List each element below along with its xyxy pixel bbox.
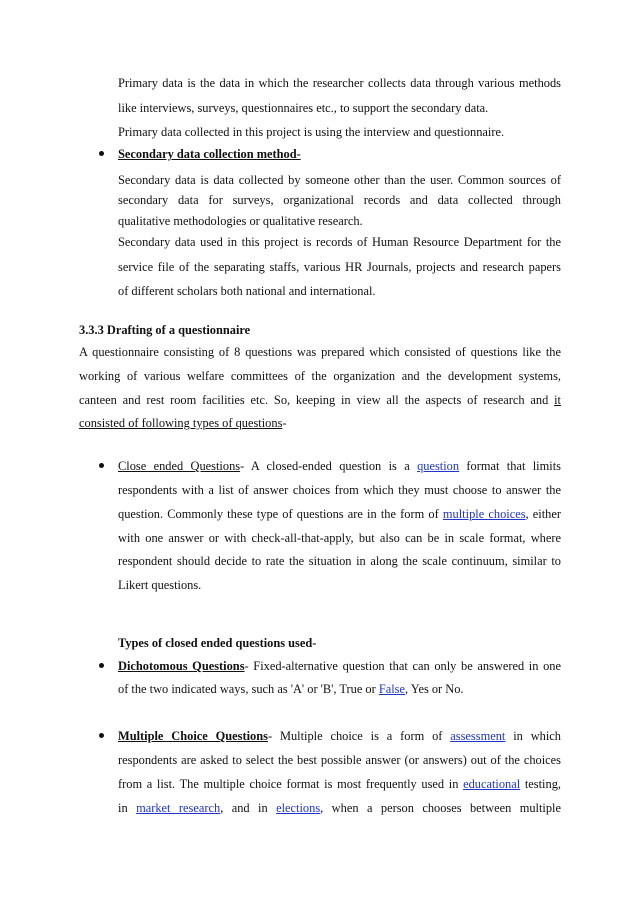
dichotomous-text: - Fixed-alternative question that can only be answered in one — [244, 659, 561, 673]
dichotomous-term: Dichotomous Questions — [118, 659, 245, 673]
close-ended-text: - A closed-ended question is a — [240, 459, 418, 473]
dichotomous-line-1 — [118, 660, 561, 672]
secondary-para-line-5: service file of the separating staffs, various HR Journals, projects and research papers — [118, 260, 561, 274]
underlined-it: it — [554, 393, 561, 407]
section-para-text: canteen and rest room facilities etc. So, keeping in view all the aspects of research and — [79, 393, 555, 407]
multiple-choice-text: in — [118, 801, 137, 815]
section-para-line-3 — [79, 394, 561, 406]
section-para-line-4 — [79, 417, 287, 429]
primary-para-line-2: like interviews, surveys, questionnaires etc., to support the secondary data. — [118, 101, 489, 115]
multiple-choice-line-2: respondents are asked to select the best possible answer (or answers) out of the choices — [118, 753, 561, 767]
primary-para-line-1: Primary data is the data in which the researcher collects data through various methods — [118, 76, 561, 90]
close-ended-line-5: respondent should decide to rate the situation in along the scale continuum, similar to — [118, 554, 561, 568]
multiple-choice-line-4 — [118, 802, 561, 814]
close-ended-text: question. Commonly these type of questions are in the form of — [118, 507, 443, 521]
section-para-dash: - — [282, 416, 287, 430]
section-para-line-2: working of various welfare committees of the organization and the development systems, — [79, 369, 561, 383]
close-ended-text: format that limits — [459, 459, 561, 473]
multiple-choice-text: - Multiple choice is a form of — [267, 729, 451, 743]
multiple-choice-text: from a list. The multiple choice format is most frequently used in — [118, 777, 464, 791]
bullet-icon — [99, 663, 104, 668]
secondary-para-line-4: Secondary data used in this project is records of Human Resource Department for the — [118, 235, 561, 249]
elections-link[interactable]: elections — [276, 801, 321, 815]
false-link[interactable]: False — [378, 682, 405, 696]
multiple-choice-text: in which — [505, 729, 561, 743]
dichotomous-line-2 — [118, 683, 464, 695]
assessment-link[interactable]: assessment — [450, 729, 506, 743]
multiple-choice-term: Multiple Choice Questions — [118, 729, 268, 743]
close-ended-text: , either — [525, 507, 561, 521]
close-ended-line-2: respondents with a list of answer choices from which they must choose to answer the — [118, 483, 561, 497]
close-ended-line-3 — [118, 508, 561, 520]
bullet-icon — [99, 463, 104, 468]
multiple-choice-text: , when a person chooses between multiple — [320, 801, 561, 815]
primary-para-line-3: Primary data collected in this project is using the interview and questionnaire. — [118, 125, 505, 139]
educational-link[interactable]: educational — [463, 777, 521, 791]
close-ended-line-4: with one answer or with check-all-that-apply, but also can be in scale format, where — [118, 531, 561, 545]
multiple-choice-text: testing, — [520, 777, 561, 791]
bullet-icon — [99, 733, 104, 738]
bullet-icon — [99, 151, 104, 156]
dichotomous-text: , Yes or No. — [405, 682, 464, 696]
types-heading: Types of closed ended questions used- — [118, 636, 317, 650]
secondary-para-line-1: Secondary data is data collected by someone other than the user. Common sources of — [118, 173, 561, 187]
underlined-phrase: consisted of following types of questions — [79, 416, 283, 430]
market-research-link[interactable]: market research — [136, 801, 221, 815]
secondary-para-line-2: secondary data for surveys, organizational records and data collected through — [118, 193, 561, 207]
section-heading: 3.3.3 Drafting of a questionnaire — [79, 323, 251, 337]
multiple-choice-line-1 — [118, 730, 561, 742]
section-para-line-1: A questionnaire consisting of 8 questions was prepared which consisted of questions like the — [79, 345, 561, 359]
secondary-heading: Secondary data collection method- — [118, 147, 301, 161]
multiple-choice-line-3 — [118, 778, 561, 790]
close-ended-line-6: Likert questions. — [118, 578, 202, 592]
dichotomous-text: of the two indicated ways, such as 'A' or 'B', True or — [118, 682, 379, 696]
multiple-choice-text: , and in — [220, 801, 277, 815]
multiple-choices-link[interactable]: multiple choices — [442, 507, 526, 521]
close-ended-term: Close ended Questions — [118, 459, 241, 473]
secondary-para-line-6: of different scholars both national and international. — [118, 284, 376, 298]
secondary-para-line-3: qualitative methodologies or qualitative research. — [118, 214, 363, 228]
close-ended-line-1 — [118, 460, 561, 472]
question-link[interactable]: question — [417, 459, 460, 473]
